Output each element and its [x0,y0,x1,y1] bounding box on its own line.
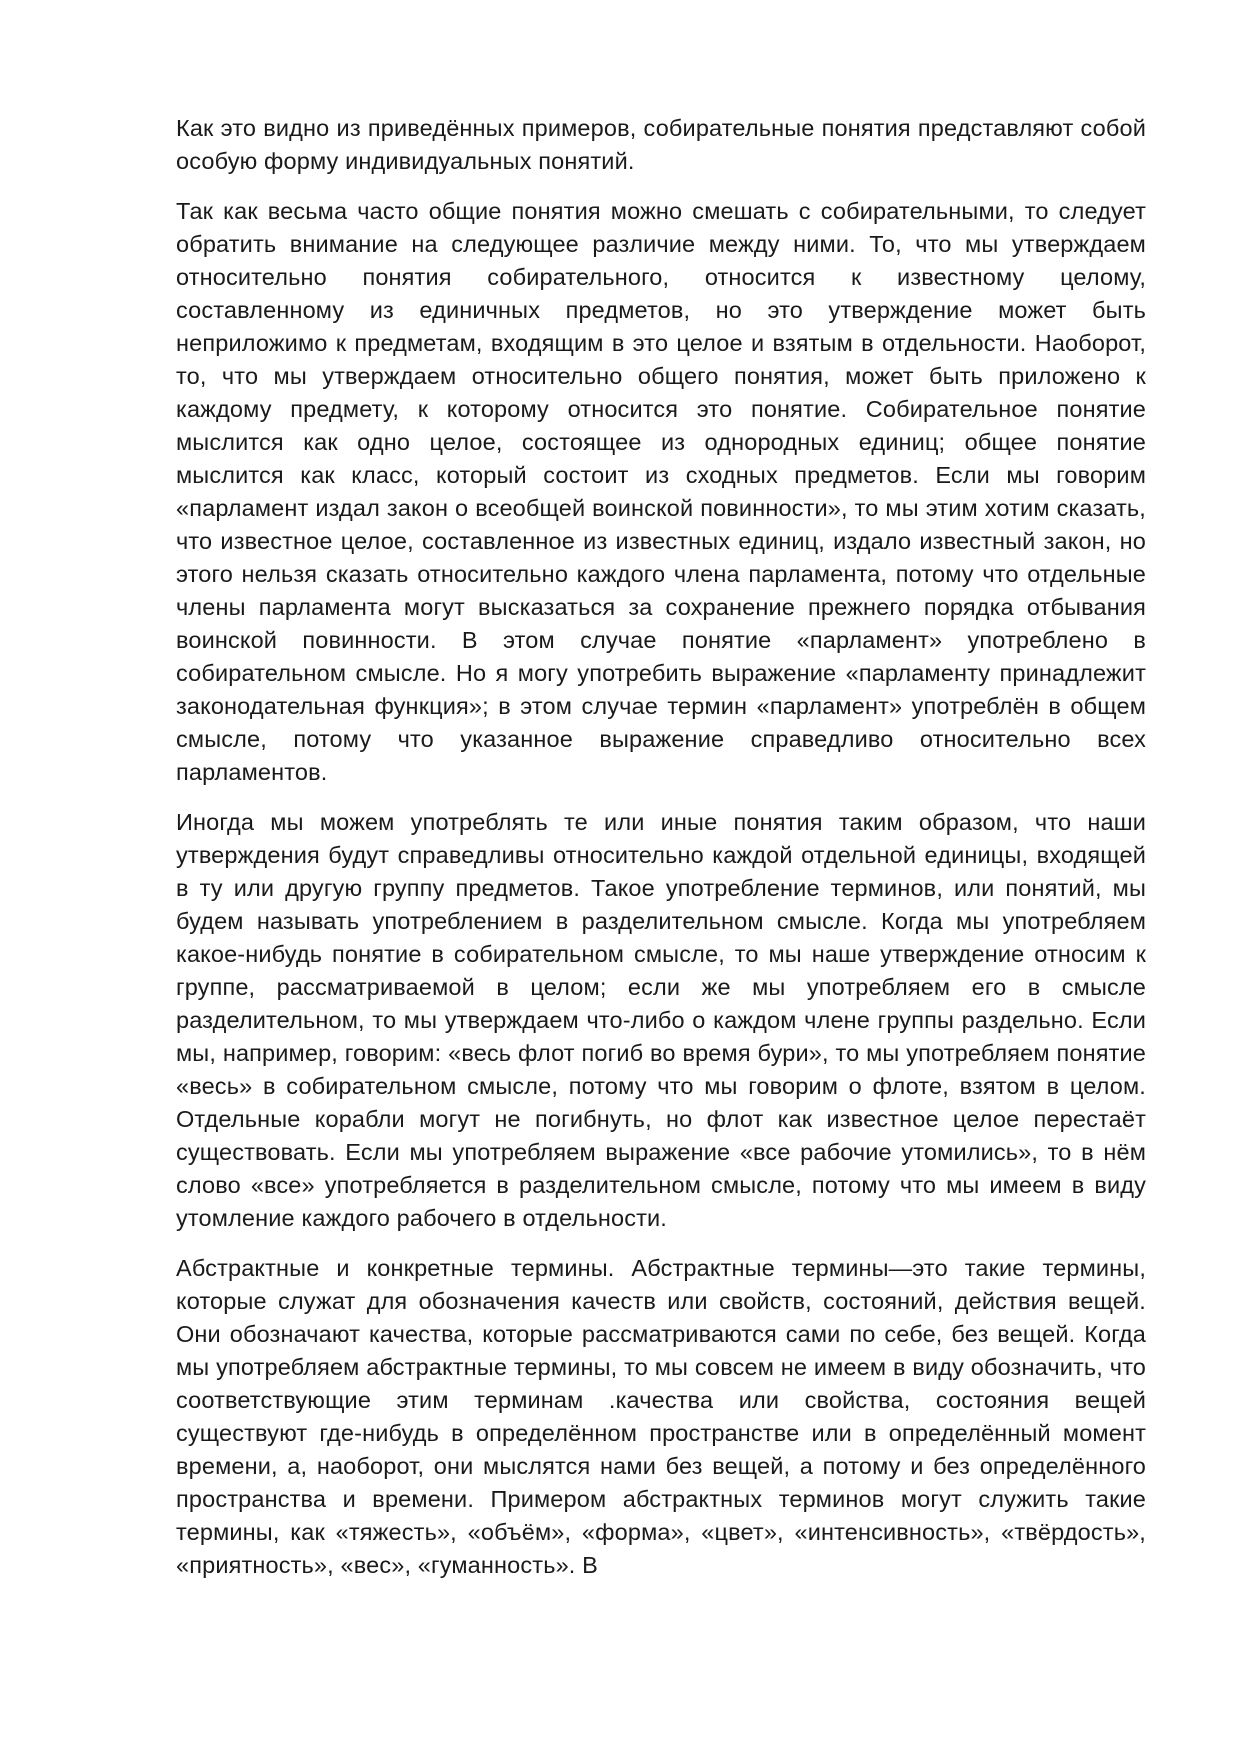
paragraph-distributive-sense: Иногда мы можем употреблять те или иные понятия таким образом, что наши утверждения будут справедливы относительно каждой отдельной единицы, входящей в ту или другую группу предметов. Такое употребление терминов, или понятий, мы будем называть употреблением в разделительном смысле. Когда мы употребляем какое-нибудь понятие в собирательном смысле, то мы наше утверждение относим к группе, рассматриваемой в целом; если же мы употребляем его в смысле разделительном, то мы утверждаем что-либо о каждом члене группы раздельно. Если мы, например, говорим: «весь флот погиб во время бури», то мы употребляем понятие «весь» в собирательном смысле, потому что мы говорим о флоте, взятом в целом. Отдельные корабли могут не погибнуть, но флот как известное целое перестаёт существовать. Если мы употребляем выражение «все рабочие утомились», то в нём слово «все» употребляется в разделительном смысле, потому что мы имеем в виду утомление каждого рабочего в отдельности. [176,809,1146,1231]
paragraph-general-vs-collective: Так как весьма часто общие понятия можно смешать с собирательными, то следует обратить внимание на следующее различие между ними. То, что мы утверждаем относительно понятия собирательного, относится к известному целому, составленному из единичных предметов, но это утверждение может быть неприложимо к предметам, входящим в это целое и взятым в отдельности. Наоборот, то, что мы утверждаем относительно общего понятия, может быть приложено к каждому предмету, к которому относится это понятие. Собирательное понятие мыслится как одно целое, состоящее из однородных единиц; общее понятие мыслится как класс, который состоит из сходных предметов. Если мы говорим «парламент издал закон о всеобщей воинской повинности», то мы этим хотим сказать, что известное целое, составленное из известных единиц, издало известный закон, но этого нельзя сказать относительно каждого члена парламента, потому что отдельные члены парламента могут высказаться за сохранение прежнего порядка отбывания воинской повинности. В этом случае понятие «парламент» употреблено в собирательном смысле. Но я могу употребить выражение «парламенту принадлежит законодательная функция»; в этом случае термин «парламент» употреблён в общем смысле, потому что указанное выражение справедливо относительно всех парламентов. [176,198,1146,785]
paragraph-abstract-concrete-terms: Абстрактные и конкретные термины. Абстрактные термины—это такие термины, которые служат для обозначения качеств или свойств, состояний, действия вещей. Они обозначают качества, которые рассматриваются сами по себе, без вещей. Когда мы употребляем абстрактные термины, то мы совсем не имеем в виду обозначить, что соответствующие этим терминам .качества или свойства, состояния вещей существуют где-нибудь в определённом пространстве или в определённый момент времени, а, наоборот, они мыслятся нами без вещей, а потому и без определённого пространства и времени. Примером абстрактных терминов могут служить такие термины, как «тяжесть», «объём», «форма», «цвет», «интенсивность», «твёрдость», «приятность», «вес», «гуманность». В [176,1255,1146,1578]
paragraph-collective-concepts-intro: Как это видно из приведённых примеров, собирательные понятия представляют собой особую форму индивидуальных понятий. [176,115,1146,174]
document-page [176,112,1146,1599]
